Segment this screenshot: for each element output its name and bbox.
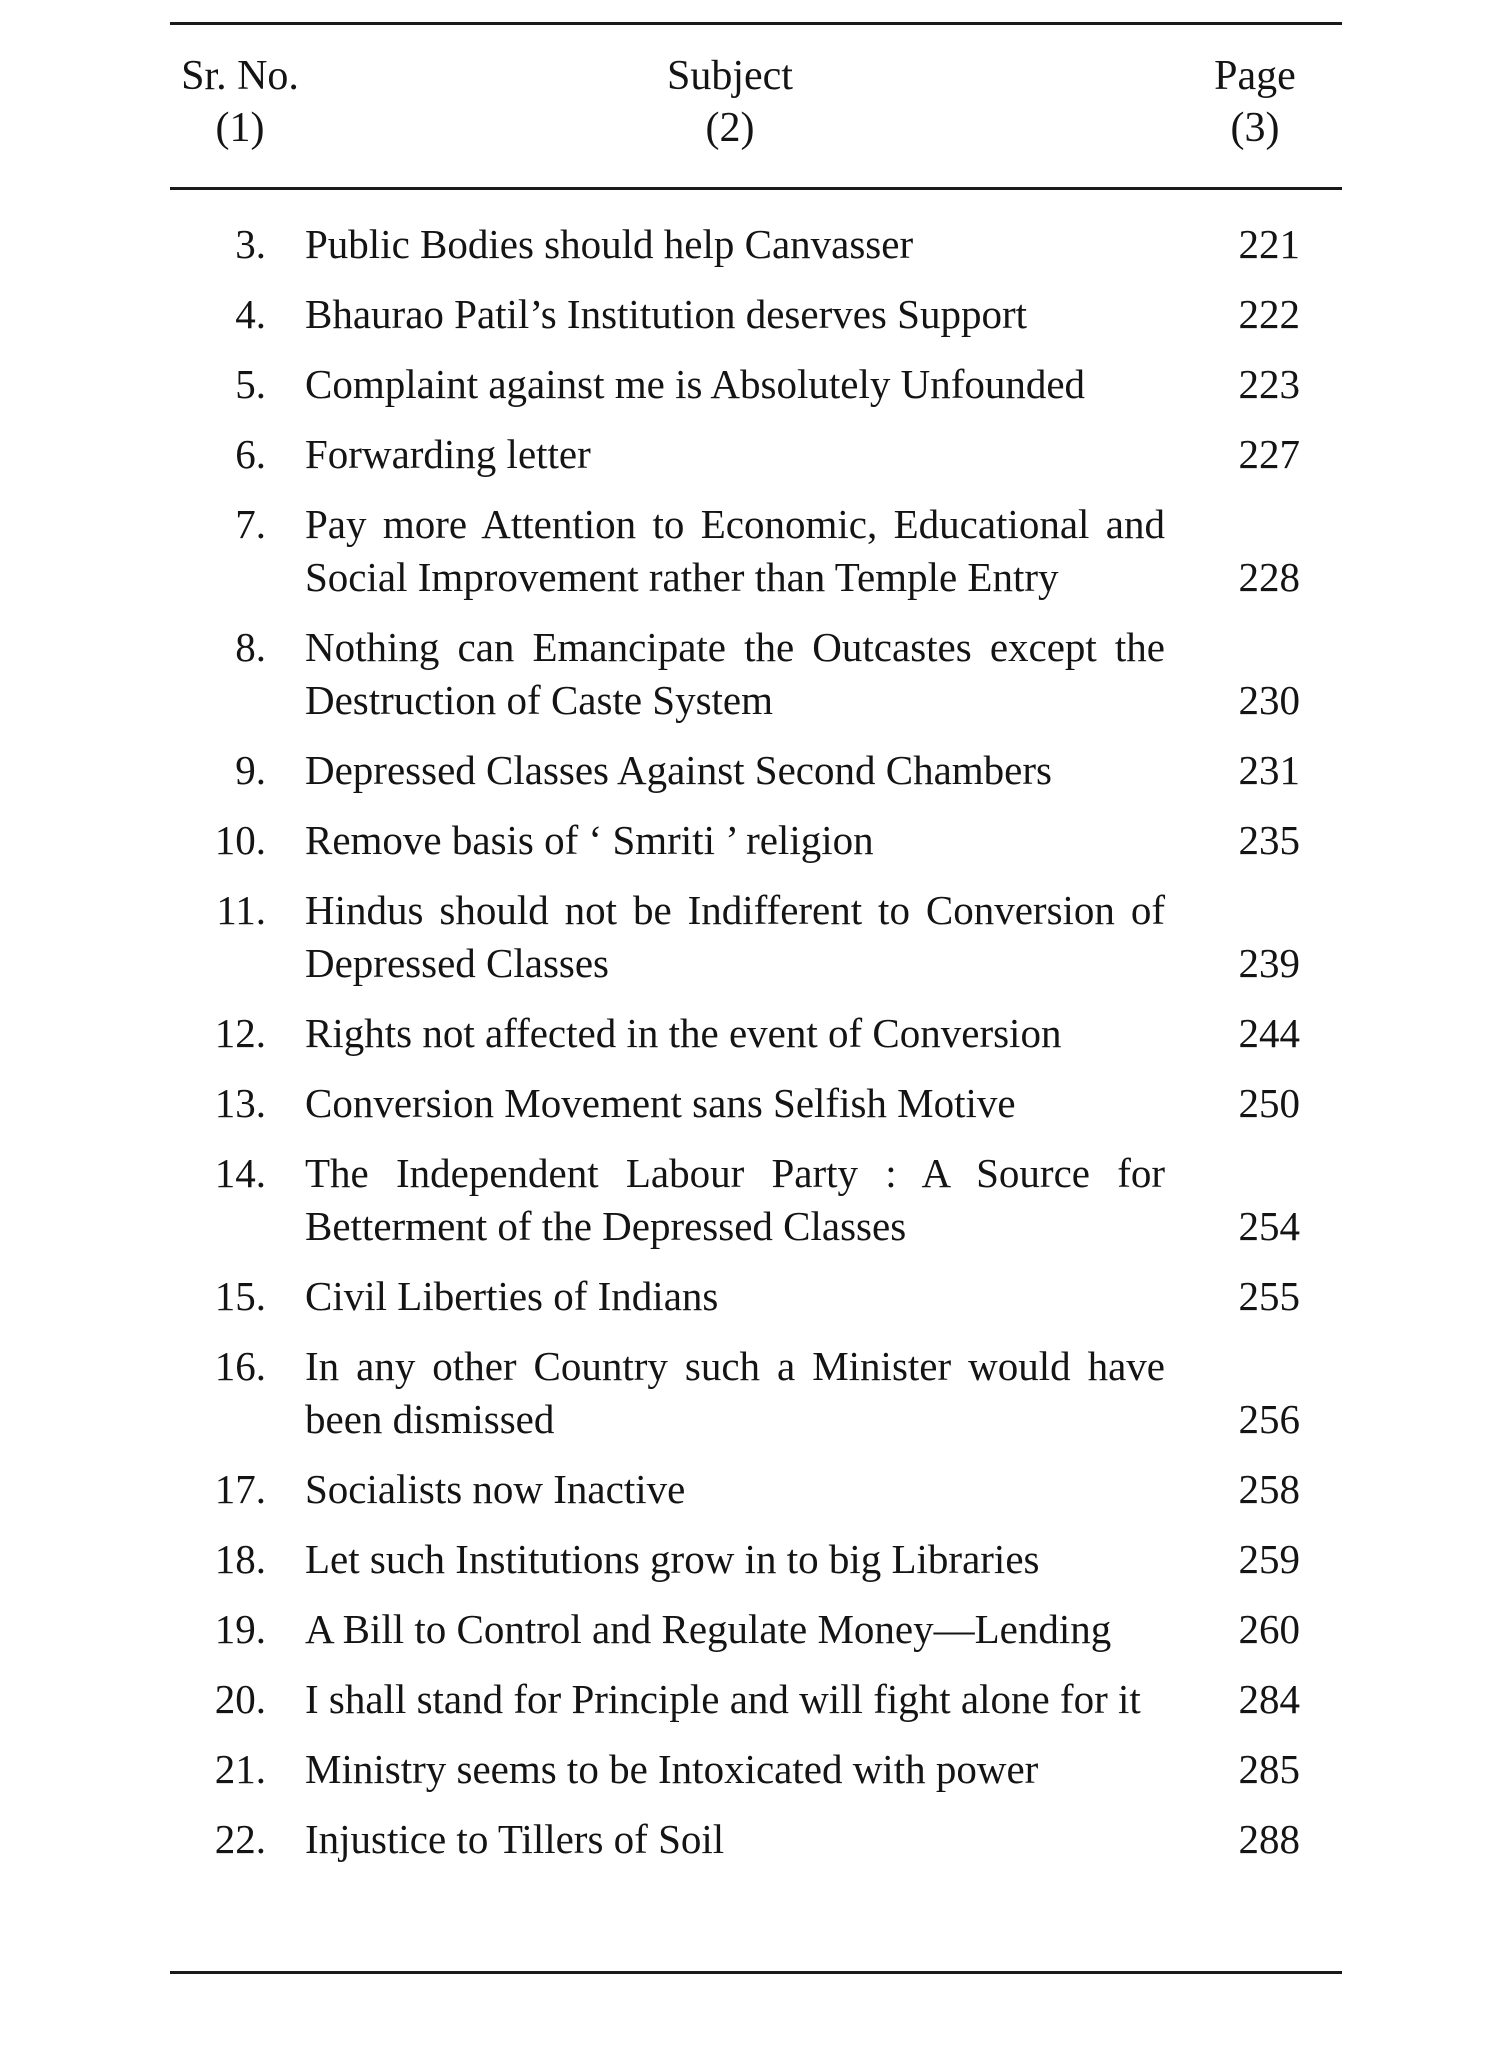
entry-subject: Forwarding letter <box>305 431 591 477</box>
top-rule <box>170 22 1342 25</box>
entry-number: 17. <box>214 1466 266 1512</box>
entry-number: 20. <box>214 1676 266 1722</box>
sr-no-column-number: (1) <box>215 105 265 151</box>
entry-number: 5. <box>235 361 266 407</box>
entry-number: 21. <box>214 1746 266 1792</box>
entry-subject: Hindus should not be Indifferent to Conversion of Depressed Classes <box>305 887 1165 986</box>
contents-row <box>0 1270 1500 1323</box>
entry-number: 8. <box>235 624 266 670</box>
contents-row <box>0 1813 1500 1866</box>
contents-row <box>0 884 1500 990</box>
entry-number: 13. <box>214 1080 266 1126</box>
page-label: Page <box>1214 53 1296 99</box>
contents-row <box>0 1673 1500 1726</box>
contents-row <box>0 428 1500 481</box>
entry-subject: Conversion Movement sans Selfish Motive <box>305 1080 1016 1126</box>
entry-subject: I shall stand for Principle and will fight alone for it <box>305 1676 1141 1722</box>
subject-label: Subject <box>667 53 793 99</box>
entry-page: 258 <box>1238 1466 1300 1512</box>
entry-number: 7. <box>235 501 266 547</box>
entry-page: 230 <box>1238 677 1300 723</box>
entry-subject: A Bill to Control and Regulate Money—Lending <box>305 1606 1112 1652</box>
contents-row <box>0 358 1500 411</box>
entry-subject: Ministry seems to be Intoxicated with power <box>305 1746 1039 1792</box>
entry-page: 255 <box>1238 1273 1300 1319</box>
contents-row <box>0 498 1500 604</box>
entry-page: 222 <box>1238 291 1300 337</box>
entry-page: 235 <box>1238 817 1300 863</box>
entry-subject: Bhaurao Patil’s Institution deserves Support <box>305 291 1027 337</box>
entry-subject: Socialists now Inactive <box>305 1466 686 1512</box>
contents-row <box>0 1743 1500 1796</box>
entry-page: 239 <box>1238 940 1300 986</box>
entry-subject: Depressed Classes Against Second Chambers <box>305 747 1052 793</box>
entry-page: 260 <box>1238 1606 1300 1652</box>
entry-page: 259 <box>1238 1536 1300 1582</box>
sr-no-label: Sr. No. <box>181 53 299 99</box>
contents-list <box>0 218 1500 1866</box>
entry-subject: Public Bodies should help Canvasser <box>305 221 914 267</box>
entry-number: 18. <box>214 1536 266 1582</box>
contents-row <box>0 1463 1500 1516</box>
contents-row <box>0 1603 1500 1656</box>
sr-no-header <box>160 50 320 154</box>
contents-row <box>0 1077 1500 1130</box>
entry-subject: Nothing can Emancipate the Outcastes except the Destruction of Caste System <box>305 624 1165 723</box>
entry-subject: Injustice to Tillers of Soil <box>305 1816 725 1862</box>
contents-row <box>0 1533 1500 1586</box>
entry-subject: Pay more Attention to Economic, Educational and Social Improvement rather than Temple Entry <box>305 501 1165 600</box>
entry-number: 22. <box>214 1816 266 1862</box>
entry-number: 10. <box>214 817 266 863</box>
page-column-number: (3) <box>1230 105 1280 151</box>
entry-number: 4. <box>235 291 266 337</box>
entry-page: 288 <box>1238 1816 1300 1862</box>
contents-row <box>0 1147 1500 1253</box>
entry-page: 244 <box>1238 1010 1300 1056</box>
entry-subject: In any other Country such a Minister would have been dismissed <box>305 1343 1165 1442</box>
contents-row <box>0 1007 1500 1060</box>
contents-row <box>0 621 1500 727</box>
entry-subject: Civil Liberties of Indians <box>305 1273 719 1319</box>
entry-number: 11. <box>216 887 266 933</box>
entry-page: 223 <box>1238 361 1300 407</box>
entry-subject: The Independent Labour Party : A Source for Betterment of the Depressed Classes <box>305 1150 1165 1249</box>
contents-row <box>0 288 1500 341</box>
entry-page: 227 <box>1238 431 1300 477</box>
entry-page: 221 <box>1238 221 1300 267</box>
entry-subject: Rights not affected in the event of Conversion <box>305 1010 1062 1056</box>
entry-number: 15. <box>214 1273 266 1319</box>
entry-number: 6. <box>235 431 266 477</box>
contents-row <box>0 744 1500 797</box>
entry-number: 12. <box>214 1010 266 1056</box>
header-rule <box>170 187 1342 190</box>
entry-page: 254 <box>1238 1203 1300 1249</box>
bottom-rule <box>170 1971 1342 1974</box>
subject-header <box>580 50 880 154</box>
entry-number: 19. <box>214 1606 266 1652</box>
entry-number: 3. <box>235 221 266 267</box>
contents-row <box>0 218 1500 271</box>
entry-page: 231 <box>1238 747 1300 793</box>
entry-subject: Complaint against me is Absolutely Unfounded <box>305 361 1086 407</box>
contents-row <box>0 814 1500 867</box>
subject-column-number: (2) <box>705 105 755 151</box>
entry-page: 284 <box>1238 1676 1300 1722</box>
entry-page: 250 <box>1238 1080 1300 1126</box>
entry-subject: Remove basis of ‘ Smriti ’ religion <box>305 817 874 863</box>
entry-page: 256 <box>1238 1396 1300 1442</box>
entry-page: 285 <box>1238 1746 1300 1792</box>
entry-number: 9. <box>235 747 266 793</box>
contents-row <box>0 1340 1500 1446</box>
entry-subject: Let such Institutions grow in to big Libraries <box>305 1536 1040 1582</box>
entry-number: 14. <box>214 1150 266 1196</box>
entry-number: 16. <box>214 1343 266 1389</box>
entry-page: 228 <box>1238 554 1300 600</box>
